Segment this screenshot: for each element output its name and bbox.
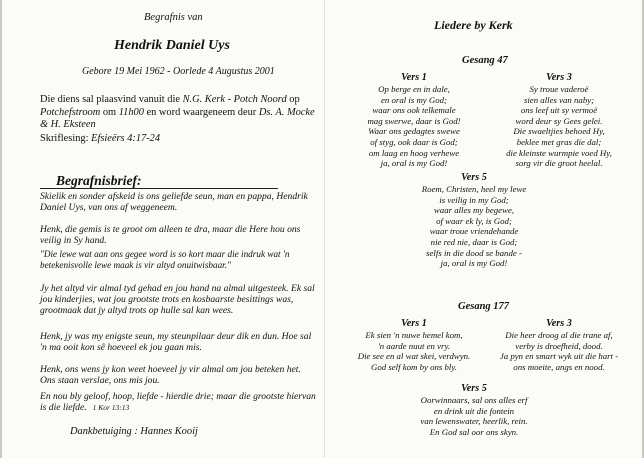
- verse-line: verby is droefheid, dood.: [515, 340, 603, 351]
- service-text-4: en word waargeneem deur: [143, 106, 259, 118]
- right-panel: [324, 0, 644, 458]
- verse-line: selfs in die dood se bande -: [426, 247, 522, 258]
- verse-line: Roem, Christen, heel my lewe: [421, 184, 527, 194]
- left-panel: [2, 0, 324, 458]
- hymn-177-verse-5: [384, 383, 564, 437]
- verse-line: waar alles my begewe,: [433, 205, 515, 216]
- hymn-47-verse-3: [484, 72, 634, 169]
- ministers: Ds. A. Mocke & H. Eksteen: [40, 106, 315, 131]
- verse-line: om laag en hoog verhewe: [368, 147, 460, 158]
- letter-title-underline: [40, 188, 278, 189]
- deceased-name: Hendrik Daniel Uys: [114, 38, 230, 53]
- hymn-47-verse-5: [384, 172, 564, 269]
- service-text-3: om: [100, 106, 119, 118]
- verse-line: Ja pyn en smart wyk uit die hart -: [499, 351, 619, 362]
- verse-line: nie red nie, daar is God;: [430, 236, 518, 247]
- hymn-177-label: Gesang 177: [458, 301, 510, 312]
- verse-heading: Vers 1: [401, 318, 427, 329]
- hymn-47-label: Gesang 47: [462, 55, 508, 66]
- final-verse-text: En nou bly geloof, hoop, liefde - hierdie drie; maar die grootste hiervan is die liefde.: [40, 391, 316, 414]
- verse-line: is veilig in my God;: [439, 194, 509, 205]
- service-text-1: Die diens sal plaasvind vanuit die: [40, 94, 183, 105]
- letter-paragraph: Henk, die gemis is te groot om alleen te dra, maar die Here hou ons veilig in Sy hand.: [40, 224, 301, 247]
- verse-line: Oorwinnaars, sal ons alles erf: [420, 395, 528, 405]
- verse-line: mag swerwe, daar is God!: [367, 115, 461, 126]
- scripture-reference: Efsieërs 4:17-24: [91, 133, 161, 144]
- verse-line: Waar ons gedagtes swewe: [368, 126, 460, 137]
- funeral-heading: Begrafnis van: [144, 12, 203, 23]
- service-time: 11h00: [118, 106, 144, 118]
- songs-title: Liedere by Kerk: [434, 18, 513, 32]
- letter-paragraph: Henk, jy was my enigste seun, my steunpilaar deur dik en dun. Hoe sal 'n ma ooit kon sê hoeveel ek jou gaan mis.: [40, 331, 312, 354]
- acknowledgement: Dankbetuiging : Hannes Kooij: [70, 426, 198, 437]
- verse-line: Ek sien 'n nuwe hemel kom,: [365, 330, 463, 340]
- verse-line: word deur sy Gees gelei.: [515, 115, 603, 126]
- letter-title: Begrafnisbrief:: [56, 173, 142, 188]
- service-details: [40, 94, 316, 132]
- verse-line: Die see en al wat skei, verdwyn.: [357, 351, 471, 362]
- verse-line: sien alles van naby;: [523, 94, 595, 105]
- verse-line: 'n aarde nuut en vry.: [377, 340, 451, 351]
- verse-line: ja, oral is my God!: [380, 158, 448, 169]
- verse-heading: Vers 3: [546, 72, 572, 83]
- verse-heading: Vers 3: [546, 318, 572, 329]
- hymn-177-verse-1: [344, 318, 484, 372]
- verse-line: ja, oral is my God!: [440, 258, 508, 269]
- verse-line: beklee met gras die dal;: [516, 136, 602, 147]
- letter-paragraph: Henk, ons wens jy kon weet hoeveel jy vir almal om jou beteken het. Ons staan verslae, ons mis jou.: [40, 364, 301, 387]
- service-text-2: op: [286, 94, 300, 105]
- scripture-reading: [40, 133, 160, 144]
- verse-line: sorg vir die groot heelal.: [515, 158, 603, 169]
- verse-line: Die swaeltjies behoed Hy,: [513, 126, 605, 137]
- letter-final-paragraph: [40, 391, 318, 413]
- verse-line: of waar ek ly, is God;: [436, 215, 512, 226]
- verse-line: van lewenswater, heerlik, rein.: [420, 416, 528, 427]
- verse-line: ons leef uit sy vermoë: [520, 105, 598, 116]
- letter-quote: "Die lewe wat aan ons gegee word is so kort maar die indruk wat 'n betekenisvolle lewe maak is vir altyd onuitwisbaar.": [40, 249, 290, 271]
- verse-heading: Vers 5: [461, 383, 487, 394]
- hymn-47-verse-1: [344, 72, 484, 169]
- verse-line: en drink uit die fontein: [433, 405, 515, 416]
- letter-paragraph: Jy het altyd vir almal tyd gehad en jou hand na almal uitgesteek. Ek sal jou kinderjies, wat jou grootste trots en kosbaarste besittings was, grootmaak dat jy altyd trots op hulle sal kan wees.: [40, 283, 315, 317]
- verse-heading: Vers 5: [461, 172, 487, 183]
- verse-line: waar troue vriendehande: [429, 226, 519, 237]
- verse-line: waar ons ook telkemale: [372, 105, 456, 116]
- verse-line: Die heer droog al die trane af,: [505, 330, 613, 340]
- verse-line: Op berge en in dale,: [378, 84, 450, 94]
- service-place: Potchefstroom: [40, 106, 101, 118]
- verse-line: Sy troue vaderoë: [529, 84, 589, 94]
- hymn-177-verse-3: [484, 318, 634, 372]
- church-name: N.G. Kerk - Potch Noord: [182, 94, 287, 105]
- verse-line: en oral is my God;: [381, 94, 447, 105]
- verse-line: die kleinste wurmpie voed Hy,: [506, 147, 612, 158]
- verse-heading: Vers 1: [401, 72, 427, 83]
- verse-line: ons moeite, angs en nood.: [513, 361, 605, 372]
- scripture-label: Skriflesing:: [40, 133, 92, 144]
- verse-line: God self kom by ons bly.: [370, 361, 457, 372]
- letter-paragraph: Skielik en sonder afskeid is ons geliefde seun, man en pappa, Hendrik Daniel Uys, van ons af weggeneem.: [40, 191, 308, 214]
- final-verse-reference: 1 Kor 13:13: [92, 403, 130, 413]
- verse-line: En God sal oor ons skyn.: [429, 426, 519, 437]
- verse-line: of styg, ook daar is God;: [370, 136, 458, 147]
- life-dates: Gebore 19 Mei 1962 - Oorlede 4 Augustus 2001: [82, 66, 275, 77]
